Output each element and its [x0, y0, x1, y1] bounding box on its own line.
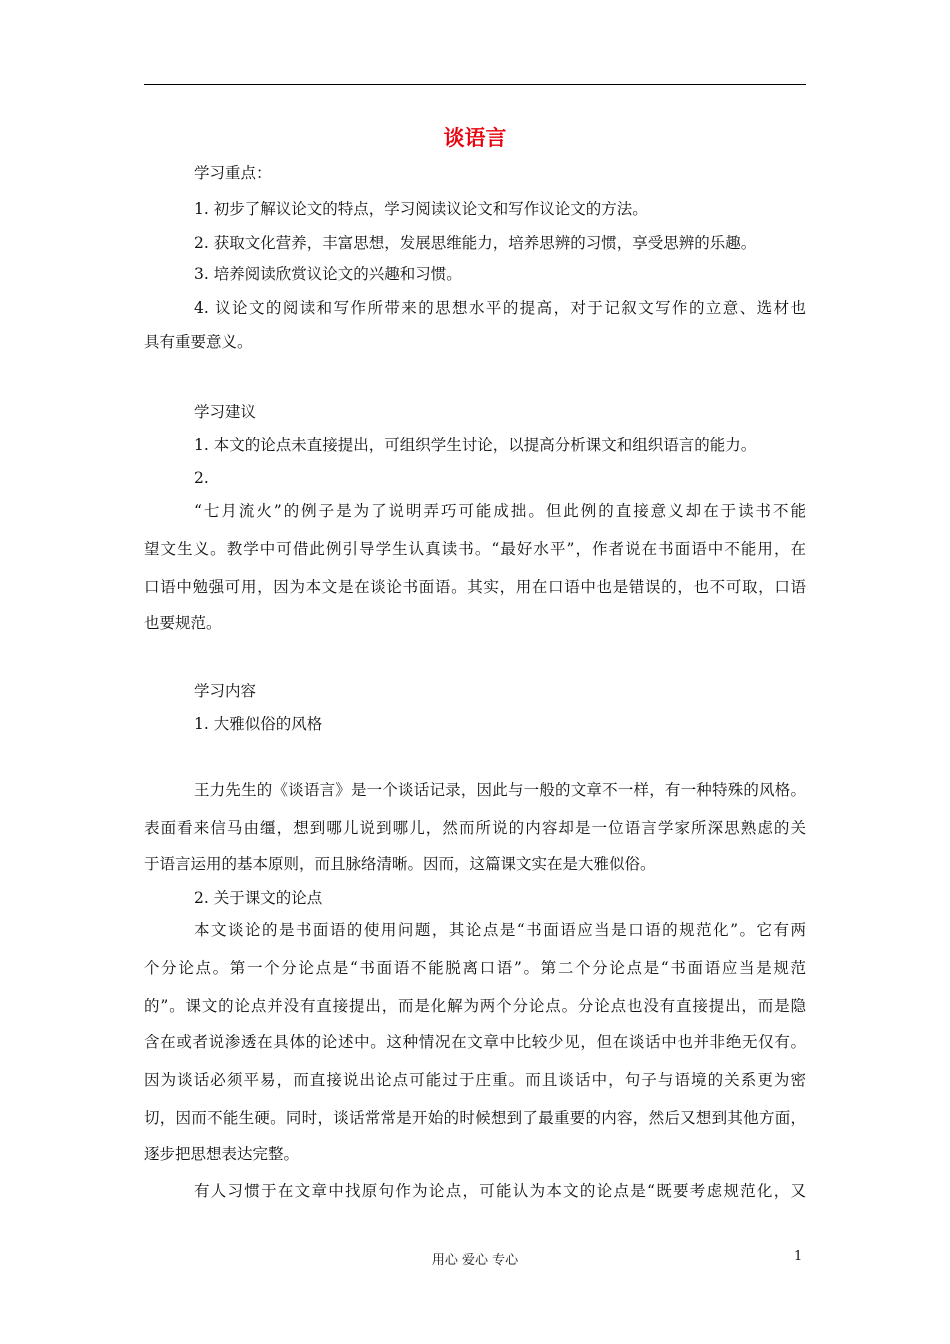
list-item: 2. 获取文化营养，丰富思想，发展思维能力，培养思辨的习惯，享受思辨的乐趣。 [194, 234, 757, 252]
paragraph-line: 望文生义。教学中可借此例引导学生认真读书。“最好水平”，作者说在书面语中不能用，在 [144, 540, 806, 558]
footer-motto: 用心 爱心 专心 [431, 1253, 519, 1268]
list-item-continuation: 具有重要意义。 [144, 333, 253, 351]
paragraph-line: 也要规范。 [144, 614, 222, 632]
paragraph-line: 的”。课文的论点并没有直接提出，而是化解为两个分论点。分论点也没有直接提出，而是隐 [144, 997, 806, 1015]
paragraph-line: 表面看来信马由缰，想到哪儿说到哪儿，然而所说的内容却是一位语言学家所深思熟虑的关 [144, 819, 806, 837]
list-item: 3. 培养阅读欣赏议论文的兴趣和习惯。 [194, 265, 462, 283]
section-heading-content: 学习内容 [194, 682, 257, 700]
paragraph-line: 王力先生的《谈语言》是一个谈话记录，因此与一般的文章不一样，有一种特殊的风格。 [194, 781, 806, 799]
list-item: 1. 本文的论点未直接提出，可组织学生讨论，以提高分析课文和组织语言的能力。 [194, 436, 757, 454]
list-item: 4. 议论文的阅读和写作所带来的思想水平的提高，对于记叙文写作的立意、选材也 [194, 299, 806, 317]
subheading: 1. 大雅似俗的风格 [194, 715, 323, 733]
header-rule [144, 84, 806, 85]
subheading: 2. 关于课文的论点 [194, 889, 323, 907]
section-heading-suggestions: 学习建议 [194, 403, 257, 421]
paragraph-line: 含在或者说渗透在具体的论述中。这种情况在文章中比较少见，但在谈话中也并非绝无仅有。 [144, 1033, 806, 1051]
page-number: 1 [794, 1249, 803, 1264]
paragraph-line: “七月流火”的例子是为了说明弄巧可能成拙。但此例的直接意义却在于读书不能 [194, 502, 806, 520]
paragraph-line: 于语言运用的基本原则，而且脉络清晰。因而，这篇课文实在是大雅似俗。 [144, 855, 656, 873]
paragraph-line: 切，因而不能生硬。同时，谈话常常是开始的时候想到了最重要的内容，然后又想到其他方面， [144, 1109, 806, 1127]
list-item: 2. [194, 469, 209, 487]
paragraph-line: 本文谈论的是书面语的使用问题，其论点是“书面语应当是口语的规范化”。它有两 [194, 921, 806, 939]
paragraph-line: 逐步把思想表达完整。 [144, 1145, 300, 1163]
paragraph-line: 有人习惯于在文章中找原句作为论点，可能认为本文的论点是“既要考虑规范化，又 [194, 1182, 806, 1200]
section-heading-key-points: 学习重点： [194, 164, 272, 182]
paragraph-line: 口语中勉强可用，因为本文是在谈论书面语。其实，用在口语中也是错误的，也不可取，口语 [144, 578, 806, 596]
paragraph-line: 因为谈话必须平易，而直接说出论点可能过于庄重。而且谈话中，句子与语境的关系更为密 [144, 1071, 806, 1089]
list-item: 1. 初步了解议论文的特点，学习阅读议论文和写作议论文的方法。 [194, 200, 648, 218]
paragraph-line: 个分论点。第一个分论点是“书面语不能脱离口语”。第二个分论点是“书面语应当是规范 [144, 959, 806, 977]
document-title: 谈语言 [443, 126, 507, 150]
